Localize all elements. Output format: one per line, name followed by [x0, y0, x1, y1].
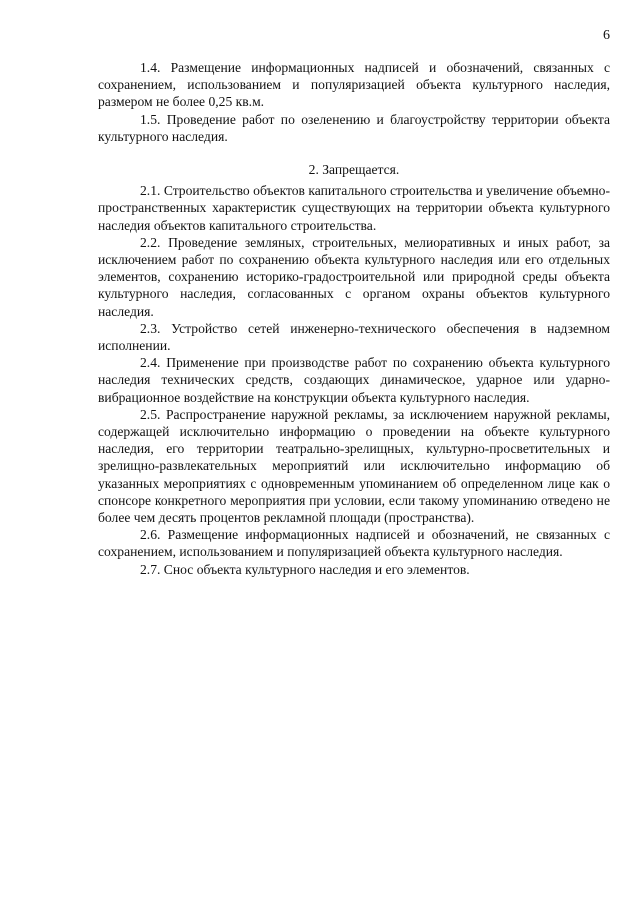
clause-number: 1.5. [140, 111, 161, 127]
clause-2-1 [98, 182, 610, 234]
clause-2-7 [98, 561, 610, 578]
clause-number: 2.4. [140, 355, 161, 371]
clause-text: Применение при производстве работ по сохранению объекта культурного наследия технических средств, создающих динамическое, ударное или ударно-вибрационное воздействие на конструкции объекта культурного наследия. [98, 355, 611, 405]
clause-text: Распространение наружной рекламы, за исключением наружной рекламы, содержащей исключительно информацию о проведении на объекте культурного наследия, его территории театрально-зрелищных, культурно-просветительных и зрелищно-развлекательных мероприятий или исключительно информацию об указанных мероприятиях с одновременным упоминанием об определенном лице как о спонсоре конкретного мероприятия при условии, если такому упоминанию отведено не более чем десять процентов рекламной площади (пространства). [98, 406, 610, 526]
clause-number: 1.4. [140, 60, 161, 75]
clause-2-6 [98, 526, 610, 560]
page-number: 6 [603, 28, 610, 43]
section-heading: 2. Запрещается. [308, 162, 400, 178]
clause-text: Проведение работ по озеленению и благоустройству территории объекта культурного наследия. [98, 111, 610, 144]
clause-number: 2.2. [140, 234, 161, 250]
clause-text: Устройство сетей инженерно-технического обеспечения в надземном исполнении. [98, 320, 610, 354]
clause-1-4 [98, 59, 610, 111]
clause-text: Размещение информационных надписей и обозначений, не связанных с сохранением, использованием и популяризацией объекта культурного наследия. [98, 527, 610, 560]
clause-2-2 [98, 234, 610, 320]
clause-2-3 [98, 320, 610, 354]
clause-text: Снос объекта культурного наследия и его элементов. [163, 561, 470, 577]
clause-text: Строительство объектов капитального строительства и увеличение объемно-пространственных характеристик существующих на территории объекта культурного наследия объектов капитального строительства. [98, 183, 610, 233]
clause-text: Размещение информационных надписей и обозначений, связанных с сохранением, использованием и популяризацией объекта культурного наследия, размером не более 0,25 кв.м. [98, 60, 610, 110]
clause-2-5 [98, 406, 610, 526]
clause-number: 2.1. [140, 183, 161, 199]
clause-number: 2.7. [140, 561, 161, 577]
clause-text: Проведение земляных, строительных, мелиоративных и иных работ, за исключением работ по сохранению объекта культурного наследия или его отдельных элементов, сохранению историко-градостроительной или природной среды объекта культурного наследия, согласованных с органом охраны объектов культурного наследия. [98, 234, 610, 319]
clause-number: 2.5. [140, 406, 161, 422]
clause-number: 2.6. [140, 527, 161, 543]
document-body [98, 59, 610, 578]
clause-2-4 [98, 354, 610, 406]
clause-1-5 [98, 111, 610, 145]
clause-number: 2.3. [140, 320, 161, 336]
